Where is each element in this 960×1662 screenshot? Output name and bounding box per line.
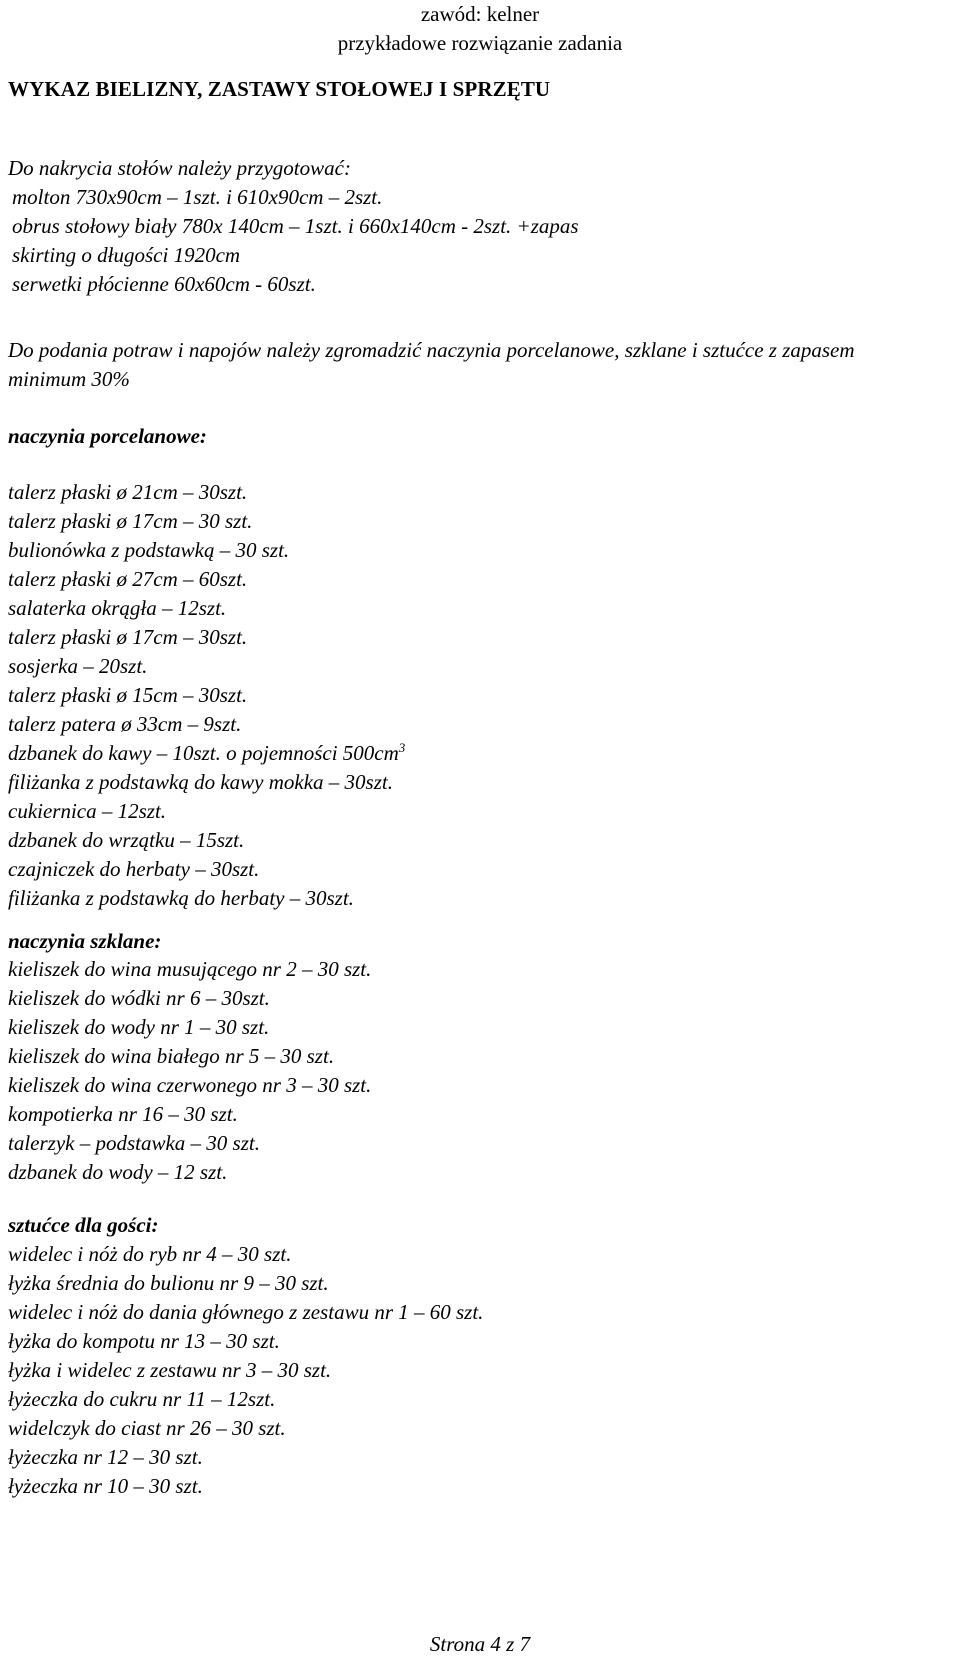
glass-heading: naczynia szklane:: [8, 929, 162, 953]
cutlery-heading: sztućce dla gości:: [8, 1213, 159, 1237]
cubic-superscript: 3: [398, 740, 406, 755]
linen-section: [8, 154, 579, 299]
list-item: kieliszek do wina czerwonego nr 3 – 30 szt.: [8, 1073, 372, 1097]
list-item: widelczyk do ciast nr 26 – 30 szt.: [8, 1416, 286, 1440]
porcelain-heading: naczynia porcelanowe:: [8, 424, 207, 448]
header-profession: zawód: kelner: [420, 2, 540, 26]
list-item: talerzyk – podstawka – 30 szt.: [8, 1131, 260, 1155]
cutlery-list: [8, 1240, 483, 1501]
page-number: Strona 4 z 7: [429, 1632, 531, 1656]
service-intro: Do podania potraw i napojów należy zgromadzić naczynia porcelanowe, szklane i sztućce z zapasem minimum 30%: [8, 338, 855, 391]
list-item: talerz płaski ø 15cm – 30szt.: [8, 683, 248, 707]
list-item: talerz płaski ø 17cm – 30 szt.: [8, 509, 253, 533]
page-header: [0, 0, 960, 58]
list-item: sosjerka – 20szt.: [8, 654, 148, 678]
list-item: kieliszek do wina białego nr 5 – 30 szt.: [8, 1044, 335, 1068]
list-item: łyżeczka nr 10 – 30 szt.: [8, 1474, 203, 1498]
list-item: kieliszek do wódki nr 6 – 30szt.: [8, 986, 270, 1010]
list-item: łyżeczka do cukru nr 11 – 12szt.: [8, 1387, 276, 1411]
header-subtitle: przykładowe rozwiązanie zadania: [337, 31, 623, 55]
glass-list: [8, 955, 371, 1187]
list-item: kompotierka nr 16 – 30 szt.: [8, 1102, 238, 1126]
list-item: łyżeczka nr 12 – 30 szt.: [8, 1445, 203, 1469]
list-item: łyżka i widelec z zestawu nr 3 – 30 szt.: [8, 1358, 332, 1382]
linen-intro: Do nakrycia stołów należy przygotować:: [8, 156, 351, 180]
list-item: bulionówka z podstawką – 30 szt.: [8, 538, 290, 562]
list-item: dzbanek do wody – 12 szt.: [8, 1160, 228, 1184]
list-item: [8, 739, 405, 768]
list-item: skirting o długości 1920cm: [12, 243, 241, 267]
list-item: łyżka do kompotu nr 13 – 30 szt.: [8, 1329, 280, 1353]
list-item: molton 730x90cm – 1szt. i 610x90cm – 2szt.: [12, 185, 383, 209]
list-item: salaterka okrągła – 12szt.: [8, 596, 227, 620]
list-item: widelec i nóż do ryb nr 4 – 30 szt.: [8, 1242, 292, 1266]
list-item: talerz patera ø 33cm – 9szt.: [8, 712, 242, 736]
porcelain-list: [8, 478, 405, 913]
list-item: łyżka średnia do bulionu nr 9 – 30 szt.: [8, 1271, 329, 1295]
list-item: czajniczek do herbaty – 30szt.: [8, 857, 260, 881]
list-item: filiżanka z podstawką do herbaty – 30szt.: [8, 886, 354, 910]
coffee-jug-text: dzbanek do kawy – 10szt. o pojemności 500cm: [8, 741, 399, 765]
document-title: WYKAZ BIELIZNY, ZASTAWY STOŁOWEJ I SPRZĘTU: [8, 77, 551, 101]
list-item: cukiernica – 12szt.: [8, 799, 167, 823]
list-item: widelec i nóż do dania głównego z zestawu nr 1 – 60 szt.: [8, 1300, 484, 1324]
list-item: obrus stołowy biały 780x 140cm – 1szt. i 660x140cm - 2szt. +zapas: [12, 214, 579, 238]
list-item: dzbanek do wrzątku – 15szt.: [8, 828, 245, 852]
list-item: filiżanka z podstawką do kawy mokka – 30szt.: [8, 770, 393, 794]
list-item: talerz płaski ø 17cm – 30szt.: [8, 625, 248, 649]
list-item: talerz płaski ø 27cm – 60szt.: [8, 567, 248, 591]
list-item: kieliszek do wody nr 1 – 30 szt.: [8, 1015, 270, 1039]
list-item: kieliszek do wina musującego nr 2 – 30 szt.: [8, 957, 372, 981]
list-item: talerz płaski ø 21cm – 30szt.: [8, 480, 248, 504]
list-item: serwetki płócienne 60x60cm - 60szt.: [12, 272, 316, 296]
